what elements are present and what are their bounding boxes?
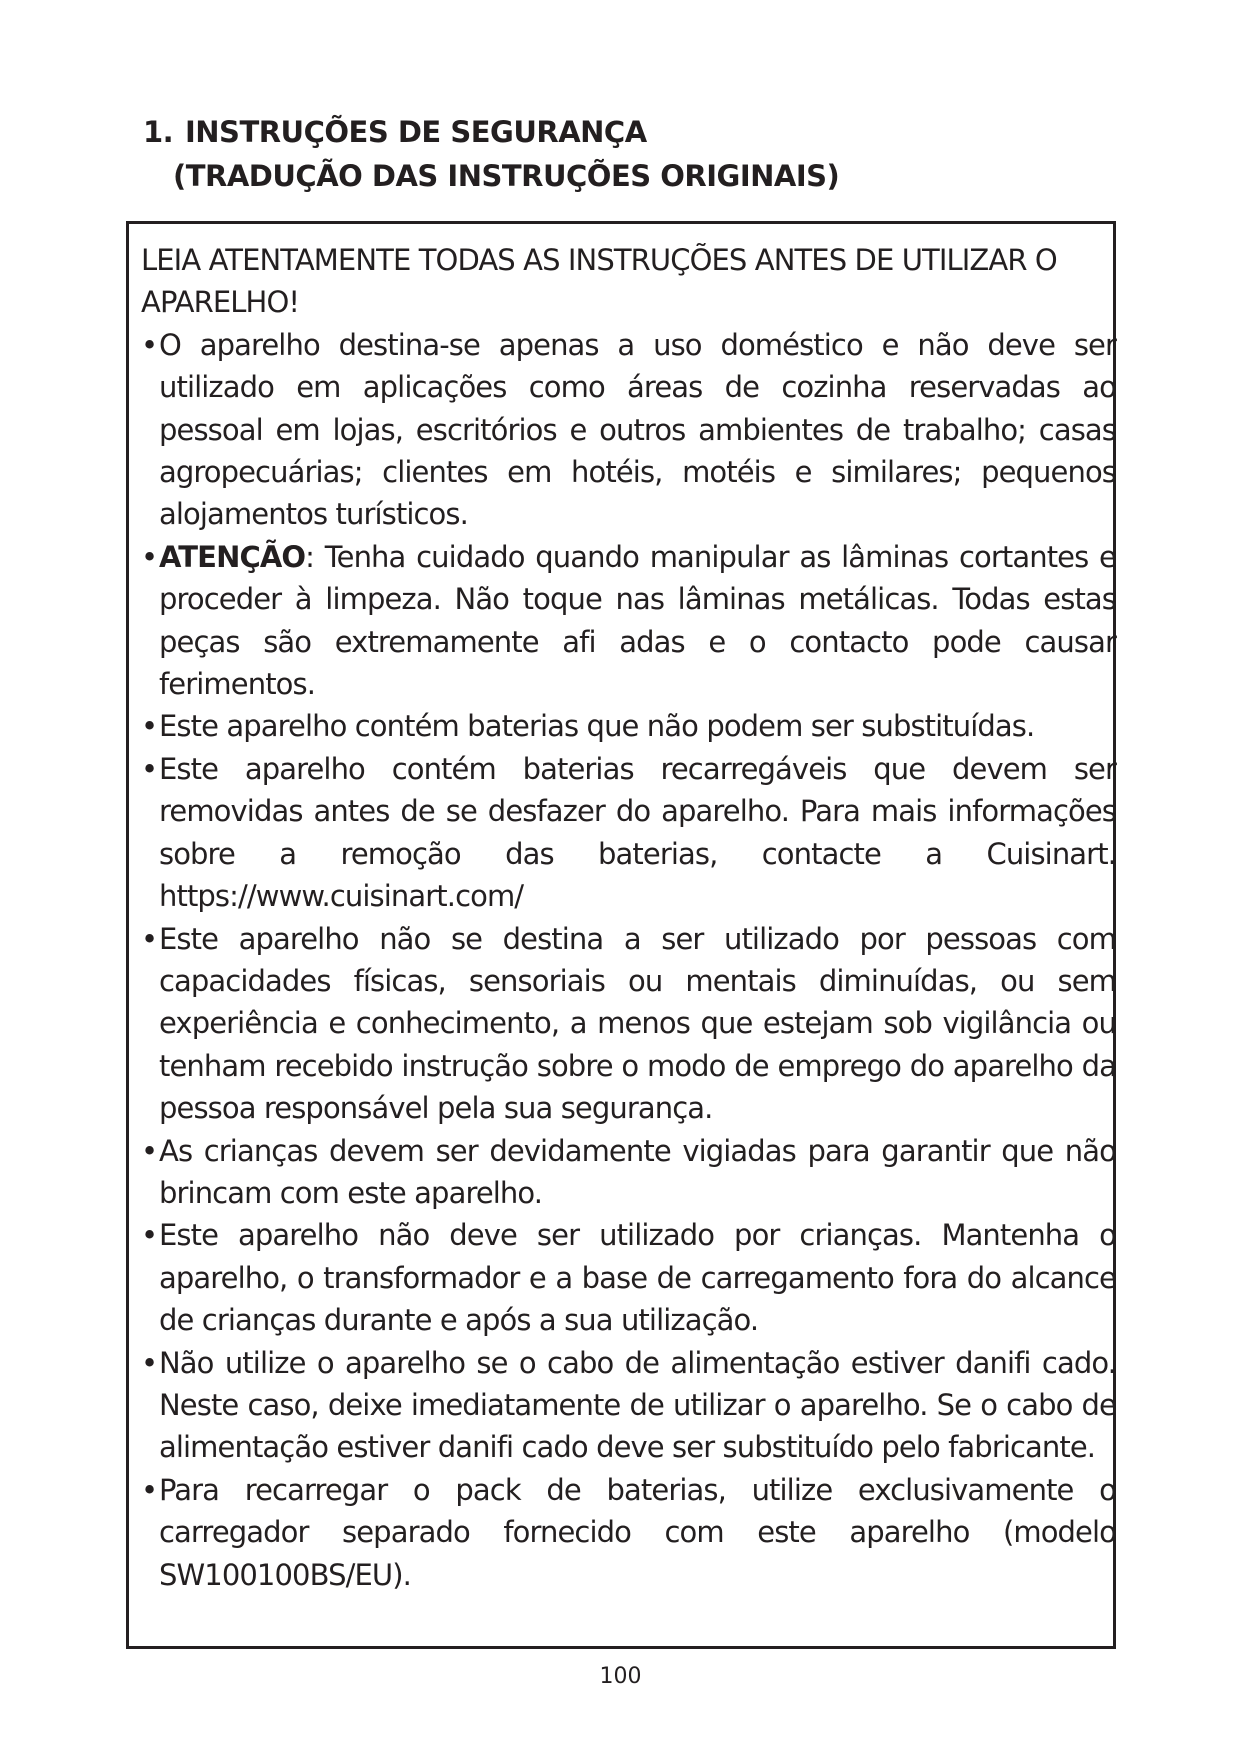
section-number: 1. bbox=[143, 115, 174, 149]
bullet-icon: • bbox=[141, 1472, 158, 1507]
safety-item bbox=[141, 324, 1116, 536]
bullet-icon: • bbox=[141, 921, 158, 956]
safety-item-text: Para recarregar o pack de baterias, utilize exclusivamente o carregador separado fornecido com este aparelho (modelo SW100100BS/EU). bbox=[159, 1472, 1116, 1592]
bullet-icon: • bbox=[141, 539, 158, 574]
safety-item bbox=[141, 1214, 1116, 1341]
safety-item-text: Este aparelho contém baterias recarregáveis que devem ser removidas antes de se desfazer do aparelho. Para mais informações sobre a remoção das baterias, contacte a Cuisinart. https://www.cuisinart.com/ bbox=[159, 751, 1116, 914]
safety-item bbox=[141, 1342, 1116, 1469]
safety-item-text: As crianças devem ser devidamente vigiadas para garantir que não brincam com este aparelho. bbox=[159, 1133, 1116, 1210]
bullet-icon: • bbox=[141, 709, 158, 744]
bullet-icon: • bbox=[141, 1218, 158, 1253]
section-subtitle: (TRADUÇÃO DAS INSTRUÇÕES ORIGINAIS) bbox=[173, 159, 840, 193]
safety-notice-content bbox=[141, 239, 1116, 1596]
section-title: INSTRUÇÕES DE SEGURANÇA bbox=[185, 115, 647, 149]
page-number: 100 bbox=[599, 1664, 642, 1689]
safety-item bbox=[141, 536, 1116, 706]
safety-list bbox=[141, 324, 1116, 1596]
safety-item-text: Não utilize o aparelho se o cabo de alimentação estiver danifi cado. Neste caso, deixe imediatamente de utilizar o aparelho. Se o cabo de alimentação estiver danifi cado deve ser substituído pelo fabricante. bbox=[159, 1345, 1116, 1465]
warning-label: ATENÇÃO bbox=[159, 539, 306, 574]
safety-item-text: O aparelho destina-se apenas a uso doméstico e não deve ser utilizado em aplicações como áreas de cozinha reservadas ao pessoal em lojas, escritórios e outros ambientes de trabalho; casas agropecuárias; clientes em hotéis, motéis e similares; pequenos alojamentos turísticos. bbox=[159, 327, 1116, 532]
section-heading bbox=[143, 110, 839, 198]
safety-item-text: Este aparelho não se destina a ser utilizado por pessoas com capacidades físicas, sensoriais ou mentais diminuídas, ou sem experiência e conhecimento, a menos que estejam sob vigilância ou tenham recebido instrução sobre o modo de emprego do aparelho da pessoa responsável pela sua segurança. bbox=[159, 921, 1116, 1126]
bullet-icon: • bbox=[141, 1345, 158, 1380]
bullet-icon: • bbox=[141, 751, 158, 786]
safety-item bbox=[141, 705, 1116, 747]
safety-item bbox=[141, 918, 1116, 1130]
safety-item-text: Este aparelho contém baterias que não podem ser substituídas. bbox=[159, 709, 1035, 744]
notice-intro: LEIA ATENTAMENTE TODAS AS INSTRUÇÕES ANTES DE UTILIZAR O APARELHO! bbox=[141, 243, 1057, 320]
bullet-icon: • bbox=[141, 327, 158, 362]
safety-item-text: : Tenha cuidado quando manipular as lâminas cortantes e proceder à limpeza. Não toque nas lâminas metálicas. Todas estas peças são extremamente afi adas e o contacto pode causar ferimentos. bbox=[159, 539, 1116, 702]
safety-item bbox=[141, 1130, 1116, 1215]
safety-item bbox=[141, 1469, 1116, 1596]
safety-item bbox=[141, 748, 1116, 918]
bullet-icon: • bbox=[141, 1133, 158, 1168]
safety-item-text: Este aparelho não deve ser utilizado por crianças. Mantenha o aparelho, o transformador e a base de carregamento fora do alcance de crianças durante e após a sua utilização. bbox=[159, 1218, 1116, 1338]
